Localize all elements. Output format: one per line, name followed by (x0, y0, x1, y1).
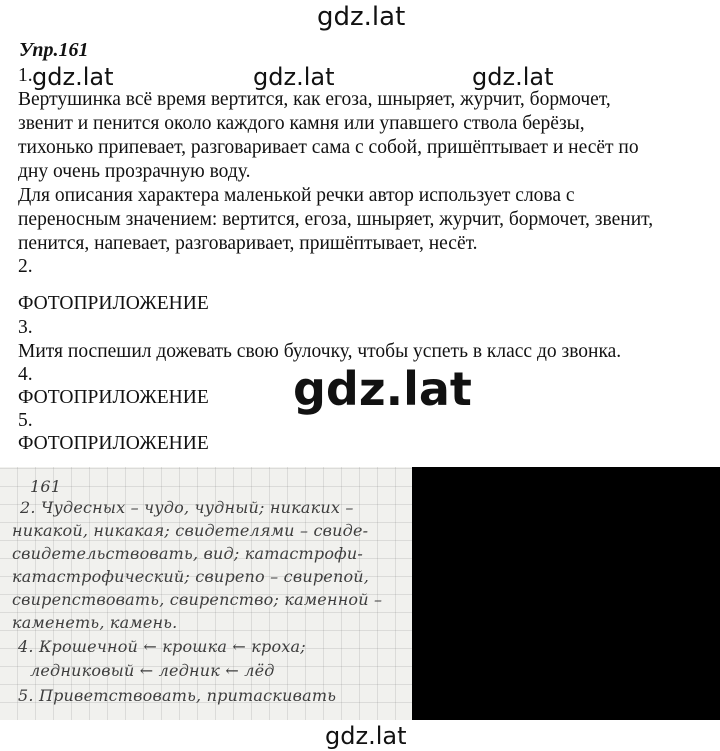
handwritten-photo (0, 467, 720, 720)
photo-appendix-label: ФОТОПРИЛОЖЕНИЕ (18, 387, 209, 408)
handwritten-line: никакой, никакая; свидетелями – свиде- (12, 521, 369, 540)
item-number-4: 4. (18, 364, 33, 385)
watermark-bottom: gdz.lat (325, 722, 407, 750)
photo-appendix-label: ФОТОПРИЛОЖЕНИЕ (18, 293, 209, 314)
handwritten-line: свирепствовать, свирепство; каменной – (12, 590, 383, 609)
watermark-large: gdz.lat (293, 362, 472, 416)
text-line: пенится, напевает, разговаривает, пришёптывает, несёт. (18, 233, 478, 254)
photo-appendix-label: ФОТОПРИЛОЖЕНИЕ (18, 433, 209, 454)
item-number-1: 1. (18, 65, 33, 86)
handwritten-line: 4. Крошечной ← крошка ← кроха; (18, 637, 306, 656)
handwritten-line: каменеть, камень. (12, 613, 178, 632)
watermark-top: gdz.lat (317, 2, 406, 32)
exercise-title: Упр.161 (19, 39, 89, 61)
watermark: gdz.lat (472, 63, 554, 91)
watermark: gdz.lat (253, 63, 335, 91)
text-line: Митя поспешил дожевать свою булочку, чтобы успеть в класс до звонка. (18, 341, 622, 362)
redacted-area (412, 467, 720, 720)
text-line: Для описания характера маленькой речки автор использует слова с (18, 185, 575, 206)
handwritten-line: 161 (30, 477, 62, 496)
handwritten-line: 5. Приветствовать, притаскивать (18, 686, 337, 705)
item-number-5: 5. (18, 410, 33, 431)
handwritten-line: ледниковый ← ледник ← лёд (30, 661, 275, 680)
notebook-page (0, 467, 412, 720)
text-line: переносным значением: вертится, егоза, шныряет, журчит, бормочет, звенит, (18, 209, 654, 230)
handwritten-line: свидетельствовать, вид; катастрофи- (12, 544, 363, 563)
watermark: gdz.lat (32, 63, 114, 91)
handwritten-line: 2. Чудесных – чудо, чудный; никаких – (20, 498, 354, 517)
text-line: Вертушинка всё время вертится, как егоза, шныряет, журчит, бормочет, (18, 89, 611, 110)
text-line: тихонько припевает, разговаривает сама с собой, пришёптывает и несёт по (18, 137, 639, 158)
handwritten-line: катастрофический; свирепо – свирепой, (12, 567, 370, 586)
item-number-3: 3. (18, 317, 33, 338)
text-line: дну очень прозрачную воду. (18, 161, 251, 182)
text-line: звенит и пенится около каждого камня или упавшего ствола берёзы, (18, 113, 585, 134)
item-number-2: 2. (18, 256, 33, 277)
